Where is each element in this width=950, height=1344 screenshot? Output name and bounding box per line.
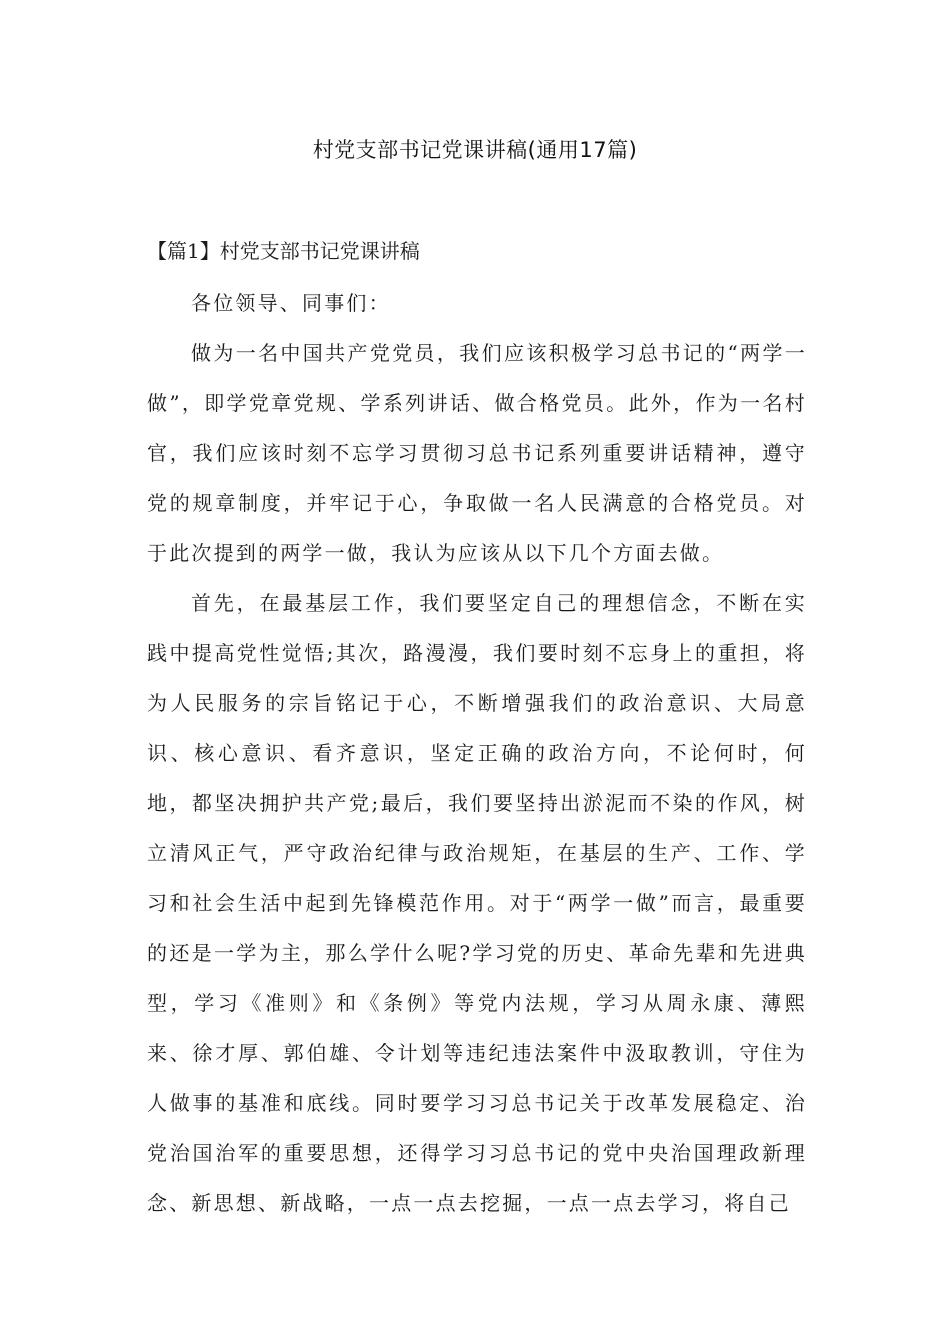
document-title: 村党支部书记党课讲稿(通用17篇)	[312, 138, 638, 162]
greeting-line: 各位领导、同事们：	[191, 291, 391, 315]
section-heading: 【篇1】村党支部书记党课讲稿	[147, 239, 420, 263]
body-paragraph: 做为一名中国共产党党员，我们应该积极学习总书记的“两学一做”，即学党章党规、学系列讲话、做合格党员。此外，作为一名村官，我们应该时刻不忘学习贯彻习总书记系列重要讲话精神，遵守党的规章制度，并牢记于心，争取做一名人民满意的合格党员。对于此次提到的两学一做，我认为应该从以下几个方面去做。	[147, 341, 807, 565]
body-paragraph: 首先，在最基层工作，我们要坚定自己的理想信念，不断在实践中提高党性觉悟;其次，路漫漫，我们要时刻不忘身上的重担，将为人民服务的宗旨铭记于心，不断增强我们的政治意识、大局意识、核心意识、看齐意识，坚定正确的政治方向，不论何时，何地，都坚决拥护共产党;最后，我们要坚持出淤泥而不染的作风，树立清风正气，严守政治纪律与政治规矩，在基层的生产、工作、学习和社会生活中起到先锋模范作用。对于“两学一做”而言，最重要的还是一学为主，那么学什么呢?学习党的历史、革命先辈和先进典型，学习《准则》和《条例》等党内法规，学习从周永康、薄熙来、徐才厚、郭伯雄、令计划等违纪违法案件中汲取教训，守住为人做事的基准和底线。同时要学习习总书记关于改革发展稳定、治党治国治军的重要思想，还得学习习总书记的党中央治国理政新理念、新思想、新战略，一点一点去挖掘，一点一点去学习，将自己	[147, 591, 807, 1215]
